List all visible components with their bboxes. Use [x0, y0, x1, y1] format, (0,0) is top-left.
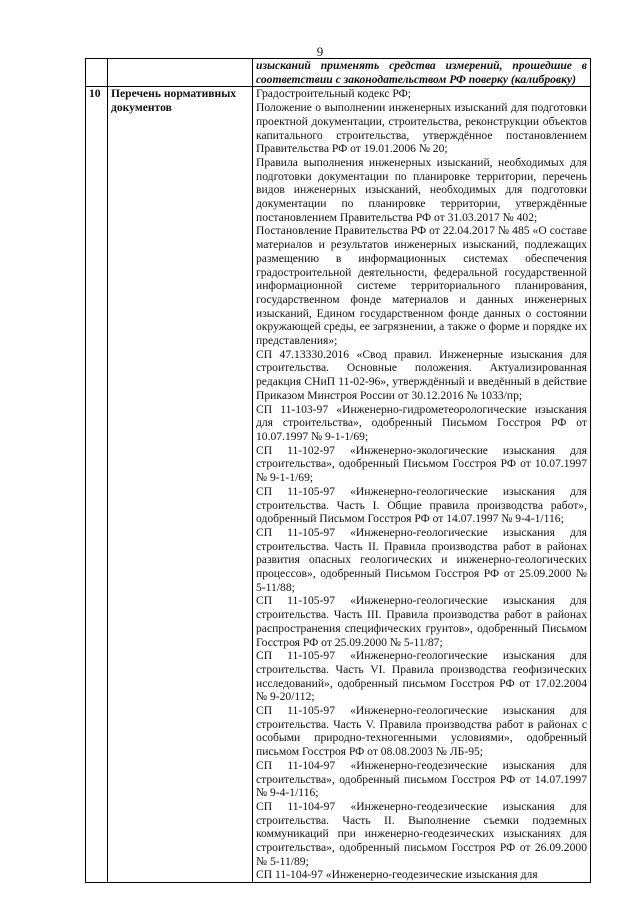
cell-empty-title	[108, 59, 253, 87]
document-item: СП 11-104-97 «Инженерно-геодезические изыскания для строительства. Часть II. Выполнение съемки подземных коммуникаций при инженерно-геодезических изысканиях для строительства», одобренный письмом Госстроя РФ от 26.09.2000 № 5-11/89;	[256, 799, 587, 868]
page-number: 9	[316, 44, 324, 59]
document-item: Правила выполнения инженерных изысканий, необходимых для подготовки документации по планировке территории, перечень видов инженерных изысканий, необходимых для подготовки документации по планировке территории, утверждённые постановлением Правительства РФ от 31.03.2017 № 402;	[256, 155, 587, 224]
requirements-table	[85, 58, 591, 883]
table-row-10	[86, 87, 591, 883]
row-content	[253, 87, 591, 883]
document-item: СП 11-103-97 «Инженерно-гидрометеорологические изыскания для строительства», одобренный Письмом Госстроя РФ от 10.07.1997 № 9-1-1/69;	[256, 402, 587, 443]
document-item: СП 11-102-97 «Инженерно-экологические изыскания для строительства», одобренный Письмом Госстроя РФ от 10.07.1997 № 9-1-1/69;	[256, 443, 587, 485]
row-number: 10	[86, 87, 108, 883]
document-item: СП 11-105-97 «Инженерно-геологические изыскания для строительства. Часть V. Правила производства работ в районах с особыми природно-техногенными условиями», одобренный письмом Госстроя РФ от 08.08.2003 № ЛБ-95;	[256, 704, 587, 759]
table-row-continuation	[86, 59, 591, 87]
document-item: Постановление Правительства РФ от 22.04.2017 № 485 «О составе материалов и результатов инженерных изысканий, подлежащих размещению в информационных системах обеспечения градостроительной деятельности, федеральной государственной информационной системе территориального планирования, государственном фонде материалов и данных инженерных изысканий, Едином государственном фонде данных о состоянии окружающей среды, ее загрязнении, а также о форме и порядке их представления»;	[256, 224, 587, 348]
document-item: СП 11-105-97 «Инженерно-геологические изыскания для строительства. Часть I. Общие правила производства работ», одобренный Письмом Госстроя РФ от 14.07.1997 № 9-4-1/116;	[256, 484, 587, 526]
document-item: СП 47.13330.2016 «Свод правил. Инженерные изыскания для строительства. Основные положения. Актуализированная редакция СНиП 11-02-96», утверждённый и введённый в действие Приказом Минстроя России от 30.12.2016 № 1033/пр;	[256, 347, 587, 402]
document-item: СП 11-104-97 «Инженерно-геодезические изыскания для строительства», одобренный письмом Госстроя РФ от 14.07.1997 № 9-4-1/116;	[256, 758, 587, 800]
row-title: Перечень нормативных документов	[108, 87, 253, 883]
document-item: Градостроительный кодекс РФ;	[256, 87, 412, 101]
document-item: СП 11-105-97 «Инженерно-геологические изыскания для строительства. Часть III. Правила производства работ в районах распространения специфических грунтов», одобренный Письмом Госстроя РФ от 25.09.2000 № 5-11/87;	[256, 594, 587, 649]
cell-empty-number	[86, 59, 108, 87]
document-item: СП 11-105-97 «Инженерно-геологические изыскания для строительства. Часть VI. Правила производства геофизических исследований», одобренный письмом Госстроя РФ от 17.02.2004 № 9-20/112;	[256, 649, 587, 704]
continuation-text: изысканий применять средства измерений, прошедшие в соответствии с законодательством РФ поверку (калибровку)	[253, 59, 591, 87]
document-item: СП 11-105-97 «Инженерно-геологические изыскания для строительства. Часть II. Правила производства работ в районах развития опасных геологических и инженерно-геологических процессов», одобренный Письмом Госстроя РФ от 25.09.2000 № 5-11/88;	[256, 525, 587, 594]
document-item: СП 11-104-97 «Инженерно-геодезические изыскания для	[256, 868, 538, 882]
document-item: Положение о выполнении инженерных изысканий для подготовки проектной документации, строительства, реконструкции объектов капитального строительства, утверждённое постановлением Правительства РФ от 19.01.2006 № 20;	[256, 101, 587, 156]
